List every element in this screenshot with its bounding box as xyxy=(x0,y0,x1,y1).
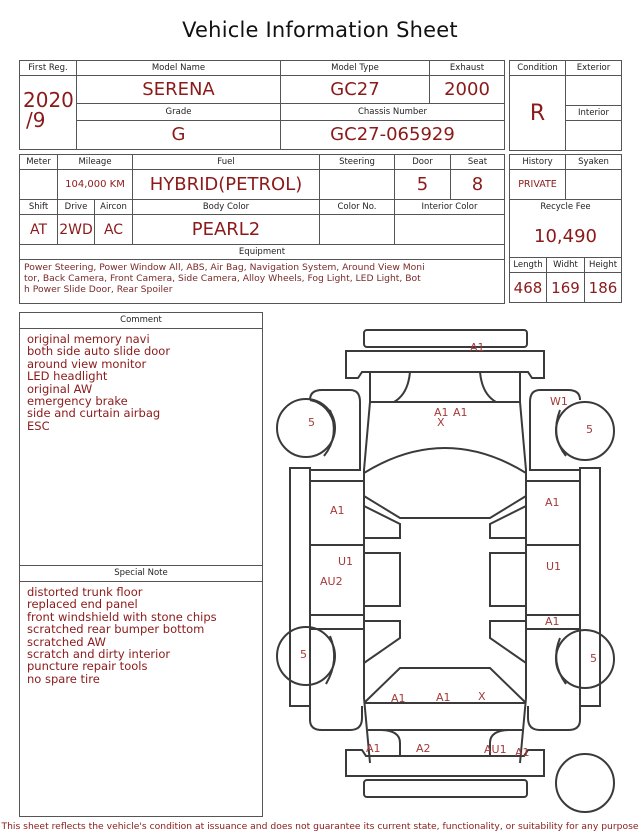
note-item: puncture repair tools xyxy=(27,659,148,674)
disclaimer-footer: This sheet reflects the vehicle's condition at issuance and does not guarantee its current state, functionality, or suitability for any purpose xyxy=(1,821,639,832)
shift-value: AT xyxy=(20,215,58,245)
chassis-value: GC27-065929 xyxy=(281,120,505,149)
comment-item: both side auto slide door xyxy=(27,344,171,359)
note-item: scratched rear bumper bottom xyxy=(27,622,205,637)
left-rear-fender xyxy=(310,704,362,730)
steering-label: Steering xyxy=(320,155,395,170)
comment-item: emergency brake xyxy=(27,394,128,409)
comment-item: LED headlight xyxy=(27,369,108,384)
headlight-right xyxy=(480,372,496,402)
mark-left-rear-door-2: AU2 xyxy=(320,575,343,588)
note-item: front windshield with stone chips xyxy=(27,609,217,624)
model-name-label: Model Name xyxy=(77,61,281,76)
vehicle-main-table xyxy=(19,60,505,150)
mark-rear-bumper-4: A1 xyxy=(515,746,530,759)
tire-right-rear xyxy=(556,630,614,688)
width-value: 169 xyxy=(547,273,585,303)
mark-front-bumper: A1 xyxy=(470,341,485,354)
left-side-sill xyxy=(290,468,310,706)
meter-value xyxy=(20,170,58,200)
comment-list xyxy=(20,329,262,432)
syaken-label: Syaken xyxy=(566,155,622,170)
exhaust-label: Exhaust xyxy=(430,61,505,76)
comment-item: original AW xyxy=(27,381,93,396)
shift-label: Shift xyxy=(20,200,58,215)
first-reg-month: /9 xyxy=(26,108,46,133)
spare-tire xyxy=(556,754,614,812)
tire-left-front xyxy=(277,399,335,457)
mileage-label: Mileage xyxy=(58,155,133,170)
equipment-line-1: Power Steering, Power Window All, ABS, Air Bag, Navigation System, Around View Moni xyxy=(24,262,425,273)
steering-value xyxy=(320,170,395,200)
fuel-value: HYBRID(PETROL) xyxy=(133,170,320,200)
seat-label: Seat xyxy=(451,155,505,170)
left-window-1 xyxy=(364,506,400,538)
note-item: replaced end panel xyxy=(27,597,138,612)
special-note-list xyxy=(20,582,262,685)
special-note-panel xyxy=(19,565,263,817)
recycle-fee-cell xyxy=(510,200,622,258)
mark-tire-rr: 5 xyxy=(590,652,597,665)
left-window-3 xyxy=(364,621,400,663)
comment-label: Comment xyxy=(20,313,262,329)
color-no-value xyxy=(320,215,395,245)
mark-windshield: X xyxy=(437,416,445,429)
body-color-label: Body Color xyxy=(133,200,320,215)
mark-left-front-door: A1 xyxy=(330,504,345,517)
interior-color-label: Interior Color xyxy=(395,200,505,215)
right-rear-door xyxy=(526,545,580,615)
spec-table xyxy=(19,154,505,304)
front-bumper xyxy=(346,351,544,378)
comment-item: ESC xyxy=(27,418,50,433)
mark-tire-rf: 5 xyxy=(586,423,593,436)
car-damage-diagram xyxy=(270,318,630,818)
history-value: PRIVATE xyxy=(510,170,566,200)
mark-right-front-door: A1 xyxy=(545,496,560,509)
mark-right-rear-door: U1 xyxy=(546,560,562,573)
condition-value: R xyxy=(510,76,566,151)
width-label: Widht xyxy=(547,258,585,273)
note-item: distorted trunk floor xyxy=(27,585,143,599)
exhaust-value: 2000 xyxy=(430,76,505,104)
equipment-value xyxy=(20,260,505,304)
mark-hood-1: A1 xyxy=(434,406,449,419)
special-note-label: Special Note xyxy=(20,566,262,582)
model-type-value: GC27 xyxy=(281,76,430,104)
height-value: 186 xyxy=(585,273,622,303)
headlight-left xyxy=(394,372,410,402)
tire-right-rear-arc xyxy=(556,638,566,684)
mark-rear-bumper-3: AU1 xyxy=(484,743,507,756)
hood-outline xyxy=(370,372,520,402)
door-label: Door xyxy=(395,155,451,170)
history-label: History xyxy=(510,155,566,170)
roof-front xyxy=(364,496,526,518)
aircon-value: AC xyxy=(95,215,133,245)
body-color-value: PEARL2 xyxy=(133,215,320,245)
grade-label: Grade xyxy=(77,104,281,120)
exterior-label: Exterior xyxy=(566,61,622,76)
chassis-label: Chassis Number xyxy=(281,104,505,120)
equipment-label: Equipment xyxy=(20,245,505,260)
comment-item: around view monitor xyxy=(27,356,147,371)
note-item: scratch and dirty interior xyxy=(27,647,171,662)
first-reg-value xyxy=(20,76,77,150)
history-table xyxy=(509,154,622,303)
model-type-label: Model Type xyxy=(281,61,430,76)
equipment-line-3: h Power Slide Door, Rear Spoiler xyxy=(24,284,173,295)
mark-left-rear-door-1: U1 xyxy=(338,555,354,568)
right-side-sill xyxy=(580,468,600,706)
length-value: 468 xyxy=(510,273,547,303)
color-no-label: Color No. xyxy=(320,200,395,215)
right-front-door xyxy=(526,481,580,545)
syaken-value xyxy=(566,170,622,200)
mileage-value: 104,000 KM xyxy=(58,170,133,200)
mark-rear-gate-1: A1 xyxy=(391,692,406,705)
note-item: scratched AW xyxy=(27,634,106,649)
mark-rear-bumper-2: A2 xyxy=(416,742,431,755)
tire-right-front-arc xyxy=(556,410,566,456)
left-quarter xyxy=(310,615,364,629)
interior-value xyxy=(566,121,622,151)
page-title: Vehicle Information Sheet xyxy=(182,18,458,42)
windshield-arc xyxy=(364,448,526,473)
condition-label: Condition xyxy=(510,61,566,76)
recycle-fee-label: Recycle Fee xyxy=(540,202,591,212)
fuel-label: Fuel xyxy=(133,155,320,170)
comment-panel xyxy=(19,312,263,566)
right-window-2 xyxy=(490,553,526,606)
front-lip xyxy=(364,330,527,347)
aircon-label: Aircon xyxy=(95,200,133,215)
grade-value: G xyxy=(77,120,281,149)
seat-value: 8 xyxy=(451,170,505,200)
door-value: 5 xyxy=(395,170,451,200)
drive-value: 2WD xyxy=(58,215,95,245)
meter-label: Meter xyxy=(20,155,58,170)
mark-tire-lr: 5 xyxy=(300,648,307,661)
first-reg-label: First Reg. xyxy=(20,61,77,76)
mark-tire-lf: 5 xyxy=(308,416,315,429)
mark-rear-glass: X xyxy=(478,690,486,703)
left-window-2 xyxy=(364,553,400,606)
comment-item: original memory navi xyxy=(27,332,150,346)
recycle-fee-value: 10,490 xyxy=(534,226,597,247)
first-reg-year: 2020 xyxy=(23,88,74,113)
length-label: Length xyxy=(510,258,547,273)
interior-label: Interior xyxy=(566,106,622,121)
mark-rear-gate-2: A1 xyxy=(436,691,451,704)
mark-right-quarter: A1 xyxy=(545,615,560,628)
condition-table xyxy=(509,60,622,151)
tire-right-front xyxy=(556,402,614,460)
interior-color-value xyxy=(395,215,505,245)
equipment-line-2: tor, Back Camera, Front Camera, Side Camera, Alloy Wheels, Fog Light, LED Light, Bot xyxy=(24,273,421,284)
model-name-value: SERENA xyxy=(77,76,281,104)
right-window-3 xyxy=(490,621,526,663)
comment-item: side and curtain airbag xyxy=(27,406,161,421)
height-label: Height xyxy=(585,258,622,273)
right-window-1 xyxy=(490,506,526,538)
rear-lip xyxy=(364,780,527,797)
drive-label: Drive xyxy=(58,200,95,215)
mark-rear-bumper-1: A1 xyxy=(366,742,381,755)
right-rear-fender xyxy=(528,704,580,730)
note-item: no spare tire xyxy=(27,671,100,686)
mark-hood-2: A1 xyxy=(453,406,468,419)
mark-right-front-fender: W1 xyxy=(550,395,568,408)
exterior-value xyxy=(566,76,622,106)
